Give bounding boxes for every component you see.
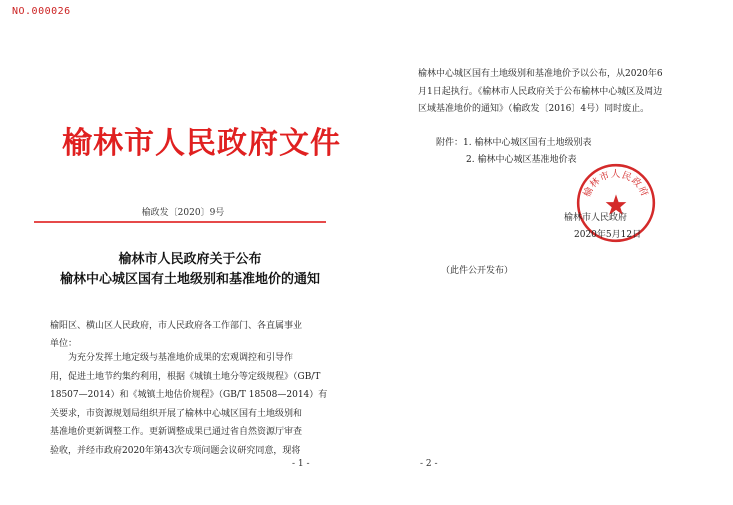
issuer-name: 榆林市人民政府: [564, 213, 628, 223]
issue-date: 2020年5月12日: [574, 230, 642, 240]
body-line: 关要求，市资源规划局组织开展了榆林中心城区国有土地级别和: [50, 408, 303, 419]
body-line: 验收，并经市政府2020年第43次专项问题会议研究同意，现将: [50, 445, 301, 456]
red-divider-line: [34, 221, 326, 223]
continued-paragraph: [418, 66, 718, 119]
page-number: - 1 -: [292, 459, 310, 469]
notice-title-line: 榆林市人民政府关于公布: [118, 252, 262, 267]
body-line: 用，促进土地节约集约利用，根据《城镇土地分等定级规程》（GB/T: [50, 371, 321, 382]
body-line: 18507—2014）和《城镇土地估价规程》（GB/T 18508—2014）有: [50, 390, 328, 400]
addressee-line: 榆阳区、横山区人民政府，市人民政府各工作部门、各直属事业: [50, 321, 303, 331]
addressee-line: 单位：: [50, 339, 78, 349]
attachment-item: [436, 135, 676, 152]
page-1: [0, 0, 366, 505]
notice-title: [40, 250, 340, 290]
page-number: - 2 -: [420, 459, 438, 469]
document-serial-number: NO.000026: [12, 6, 71, 17]
attachments-label: 附件：: [436, 138, 464, 148]
addressee: [50, 317, 330, 353]
body-line: 榆林中心城区国有土地级别和基准地价予以公布，从2020年6: [418, 69, 663, 79]
body-paragraph: [50, 349, 330, 460]
disclosure-note: （此件公开发布）: [441, 266, 514, 276]
notice-title-line: 榆林中心城区国有土地级别和基准地价的通知: [59, 272, 320, 287]
attachment-text: 1. 榆林中心城区国有土地级别表: [463, 138, 592, 148]
page-2: [366, 0, 733, 505]
body-line: 基准地价更新调整工作。更新调整成果已通过省自然资源厅审查: [50, 427, 303, 437]
document-code: 榆政发〔2020〕9号: [141, 208, 225, 218]
body-line: 为充分发挥土地定级与基准地价成果的宏观调控和引导作: [68, 353, 294, 363]
body-line: 区域基准地价的通知》（榆政发〔2016〕4号）同时废止。: [418, 104, 650, 114]
body-line: 月1日起执行。《榆林市人民政府关于公布榆林中心城区及周边: [418, 86, 663, 97]
seal-text: 榆林市人民政府: [581, 169, 651, 199]
red-header-title: 榆林市人民政府文件: [62, 126, 341, 161]
attachment-item: 2. 榆林中心城区基准地价表: [466, 155, 577, 165]
